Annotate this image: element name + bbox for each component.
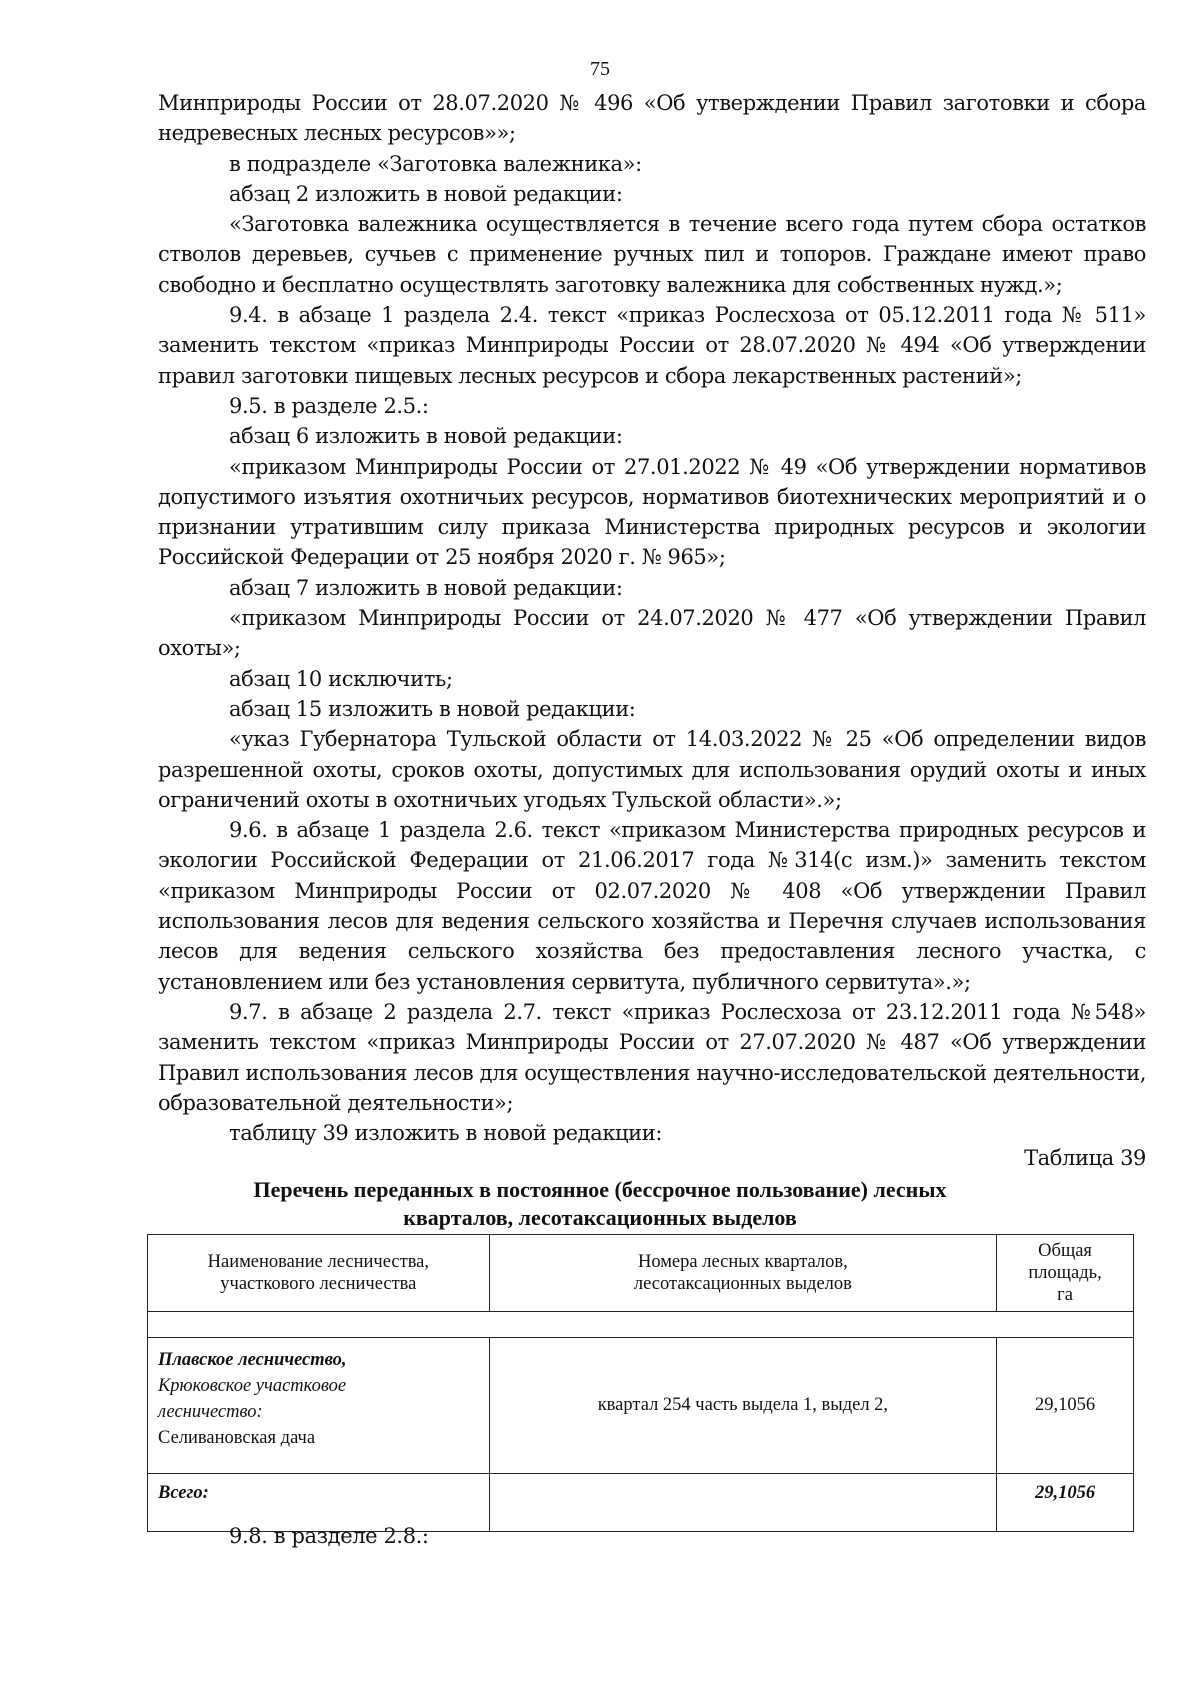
dacha-name: Селивановская дача [158,1428,316,1448]
header-text: лесотаксационных выделов [633,1274,852,1294]
table-label: Таблица 39 [1024,1146,1146,1170]
paragraph: таблицу 39 изложить в новой редакции: [229,1121,663,1146]
paragraph: «приказом Минприроды России от 27.01.2022 № 49 «Об утверждении нормативов допустимого изъятия охотничьих ресурсов, нормативов биотехнических мероприятий и о признании утратившим силу приказа Министерства природных ресурсов и экологии Российской Федерации от 25 ноября 2020 г. № 965»; [158,454,1146,570]
table-title-line: кварталов, лесотаксационных выделов [403,1205,797,1230]
total-label: Всего: [148,1474,490,1532]
total-empty-cell [489,1474,996,1532]
paragraph: абзац 2 изложить в новой редакции: [229,181,623,206]
area-cell: 29,1056 [997,1338,1134,1474]
paragraph: 9.5. в разделе 2.5.: [229,393,429,418]
paragraph: «Заготовка валежника осуществляется в течение всего года путем сбора остатков стволов деревьев, сучьев с применение ручных пил и топоров. Граждане имеют право свободно и бесплатно осуществлять заготовку валежника для собственных нужд.»; [158,212,1146,297]
district-name: лесничество: [158,1402,263,1422]
document-body [158,88,1146,1148]
paragraph: абзац 7 изложить в новой редакции: [229,575,623,600]
paragraph: Минприроды России от 28.07.2020 № 496 «Об утверждении Правил заготовки и сбора недревесных лесных ресурсов»»; [158,91,1146,146]
paragraph: абзац 10 исключить; [229,666,453,691]
forestry-name-cell [148,1338,490,1474]
paragraph: 9.4. в абзаце 1 раздела 2.4. текст «приказ Рослесхоза от 05.12.2011 года № 511» заменить текстом «приказ Минприроды России от 28.07.2020 № 494 «Об утверждении правил заготовки пищевых лесных ресурсов и сбора лекарственных растений»; [158,303,1146,388]
paragraph: «приказом Минприроды России от 24.07.2020 № 477 «Об утверждении Правил охоты»; [158,606,1146,661]
header-total-area [997,1235,1134,1312]
header-text: участкового лесничества [220,1274,417,1294]
page-number: 75 [590,58,610,80]
paragraph: абзац 6 изложить в новой редакции: [229,424,623,449]
table-header-row [148,1235,1134,1312]
quarters-cell: квартал 254 часть выдела 1, выдел 2, [489,1338,996,1474]
header-quarter-numbers [489,1235,996,1312]
paragraph: 9.6. в абзаце 1 раздела 2.6. текст «приказом Министерства природных ресурсов и экологии Российской Федерации от 21.06.2017 года №314(с изм.)» заменить текстом «приказом Минприроды России от 02.07.2020 № 408 «Об утверждении Правил использования лесов для ведения сельского хозяйства и Перечня случаев использования лесов для ведения сельского хозяйства без предоставления лесного участка, с установлением или без установления сервитута, публичного сервитута».»; [158,818,1146,994]
paragraph: «указ Губернатора Тульской области от 14.03.2022 № 25 «Об определении видов разрешенной охоты, сроков охоты, допустимых для использования орудий охоты и иных ограничений охоты в охотничьих угодьях Тульской области».»; [158,727,1146,812]
empty-cell [148,1312,1134,1338]
table-title-line: Перечень переданных в постоянное (бессрочное пользование) лесных [253,1177,947,1202]
after-table-paragraph: 9.8. в разделе 2.8.: [229,1524,429,1548]
header-text: Номера лесных кварталов, [637,1252,848,1272]
district-name: Крюковское участковое [158,1376,347,1396]
header-forestry-name [148,1235,490,1312]
header-text: площадь, [1028,1263,1102,1283]
header-text: Наименование лесничества, [207,1252,430,1272]
header-text: га [1057,1285,1073,1305]
table-total-row [148,1474,1134,1532]
forestry-name: Плавское лесничество, [158,1350,347,1370]
paragraph: абзац 15 изложить в новой редакции: [229,696,636,721]
table-title [0,1176,1200,1232]
header-text: Общая [1038,1241,1092,1261]
forest-table [147,1234,1134,1532]
table-row [148,1338,1134,1474]
paragraph: в подразделе «Заготовка валежника»: [229,151,642,176]
table-empty-row [148,1312,1134,1338]
total-area: 29,1056 [997,1474,1134,1532]
paragraph: 9.7. в абзаце 2 раздела 2.7. текст «приказ Рослесхоза от 23.12.2011 года №548» заменить текстом «приказ Минприроды России от 27.07.2020 № 487 «Об утверждении Правил использования лесов для осуществления научно-исследовательской деятельности, образовательной деятельности»; [158,999,1146,1115]
